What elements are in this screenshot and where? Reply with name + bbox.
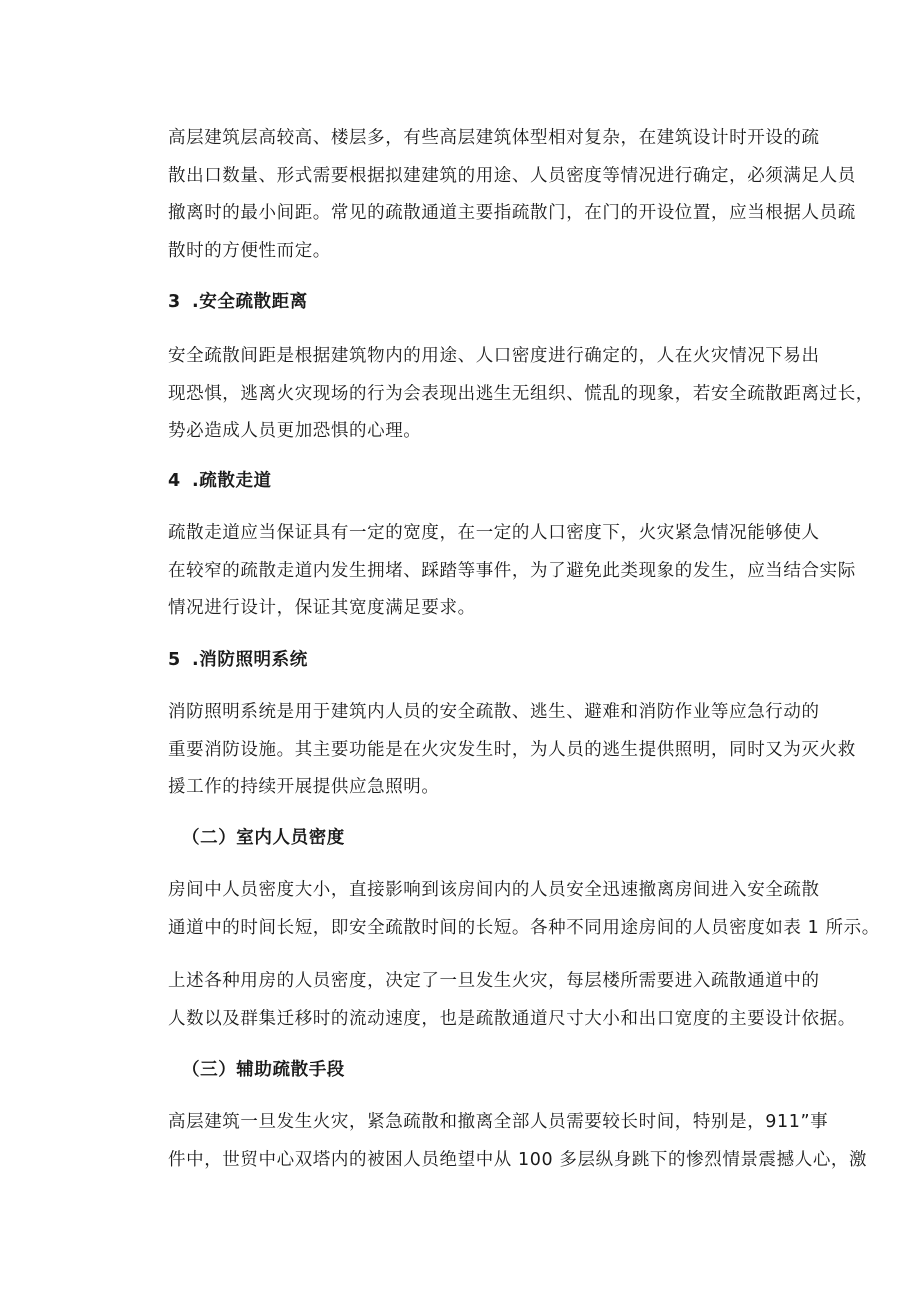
text-line: 撤离时的最小间距。常见的疏散通道主要指疏散门，在门的开设位置，应当根据人员疏 xyxy=(168,203,856,223)
paragraph-density xyxy=(168,872,880,947)
heading-text: .消防照明系统 xyxy=(192,650,308,670)
heading-evacuation-corridor xyxy=(168,466,272,496)
text-line: 人数以及群集迁移时的流动速度，也是疏散通道尺寸大小和出口宽度的主要设计依据。 xyxy=(168,1008,856,1029)
heading-number: 4 xyxy=(168,471,181,491)
text-line: 势必造成人员更加恐惧的心理。 xyxy=(168,421,422,441)
paragraph-corridor xyxy=(168,515,856,628)
text-line: 散出口数量、形式需要根据拟建建筑的用途、人员密度等情况进行确定，必须满足人员 xyxy=(168,165,856,186)
heading-text: （二）室内人员密度 xyxy=(182,828,345,848)
paragraph-lighting xyxy=(168,694,856,807)
text-line: 高层建筑一旦发生火灾，紧急疏散和撤离全部人员需要较长时间，特别是，911”事 xyxy=(168,1112,829,1132)
text-line: 安全疏散间距是根据建筑物内的用途、人口密度进行确定的，人在火灾情况下易出 xyxy=(168,346,820,366)
text-line: 重要消防设施。其主要功能是在火灾发生时，为人员的逃生提供照明，同时又为灭火救 xyxy=(168,739,856,760)
text-line: 消防照明系统是用于建筑内人员的安全疏散、逃生、避难和消防作业等应急行动的 xyxy=(168,702,820,722)
text-line: 情况进行设计，保证其宽度满足要求。 xyxy=(168,598,476,618)
text-line: 件中，世贸中心双塔内的被困人员绝望中从 100 多层纵身跳下的惨烈情景震撼人心，激 xyxy=(168,1149,868,1170)
text-line: 上述各种用房的人员密度，决定了一旦发生火灾，每层楼所需要进入疏散通道中的 xyxy=(168,971,820,991)
text-line: 高层建筑层高较高、楼层多，有些高层建筑体型相对复杂，在建筑设计时开设的疏 xyxy=(168,128,820,148)
text-line: 通道中的时间长短，即安全疏散时间的长短。各种不同用途房间的人员密度如表 1 所示。 xyxy=(168,917,880,938)
text-line: 现恐惧，逃离火灾现场的行为会表现出逃生无组织、慌乱的现象，若安全疏散距离过长， xyxy=(168,383,874,404)
paragraph-auxiliary xyxy=(168,1104,868,1179)
paragraph-evacuation-distance xyxy=(168,338,874,451)
paragraph-density-implication xyxy=(168,963,856,1038)
heading-indoor-density xyxy=(182,823,345,853)
text-line: 援工作的持续开展提供应急照明。 xyxy=(168,777,440,797)
text-line: 在较窄的疏散走道内发生拥堵、踩踏等事件，为了避免此类现象的发生，应当结合实际 xyxy=(168,560,856,581)
heading-safe-evacuation-distance xyxy=(168,287,308,317)
heading-auxiliary-evacuation xyxy=(182,1055,345,1085)
heading-fire-lighting-system xyxy=(168,645,308,675)
paragraph-exit-design xyxy=(168,120,856,270)
text-line: 疏散走道应当保证具有一定的宽度，在一定的人口密度下，火灾紧急情况能够使人 xyxy=(168,523,820,543)
text-line: 散时的方便性而定。 xyxy=(168,240,331,261)
heading-number: 3 xyxy=(168,292,181,312)
text-line: 房间中人员密度大小，直接影响到该房间内的人员安全迅速撤离房间进入安全疏散 xyxy=(168,880,820,900)
heading-text: .安全疏散距离 xyxy=(192,292,308,312)
heading-text: （三）辅助疏散手段 xyxy=(182,1060,345,1080)
heading-text: .疏散走道 xyxy=(192,471,272,491)
heading-number: 5 xyxy=(168,650,181,670)
